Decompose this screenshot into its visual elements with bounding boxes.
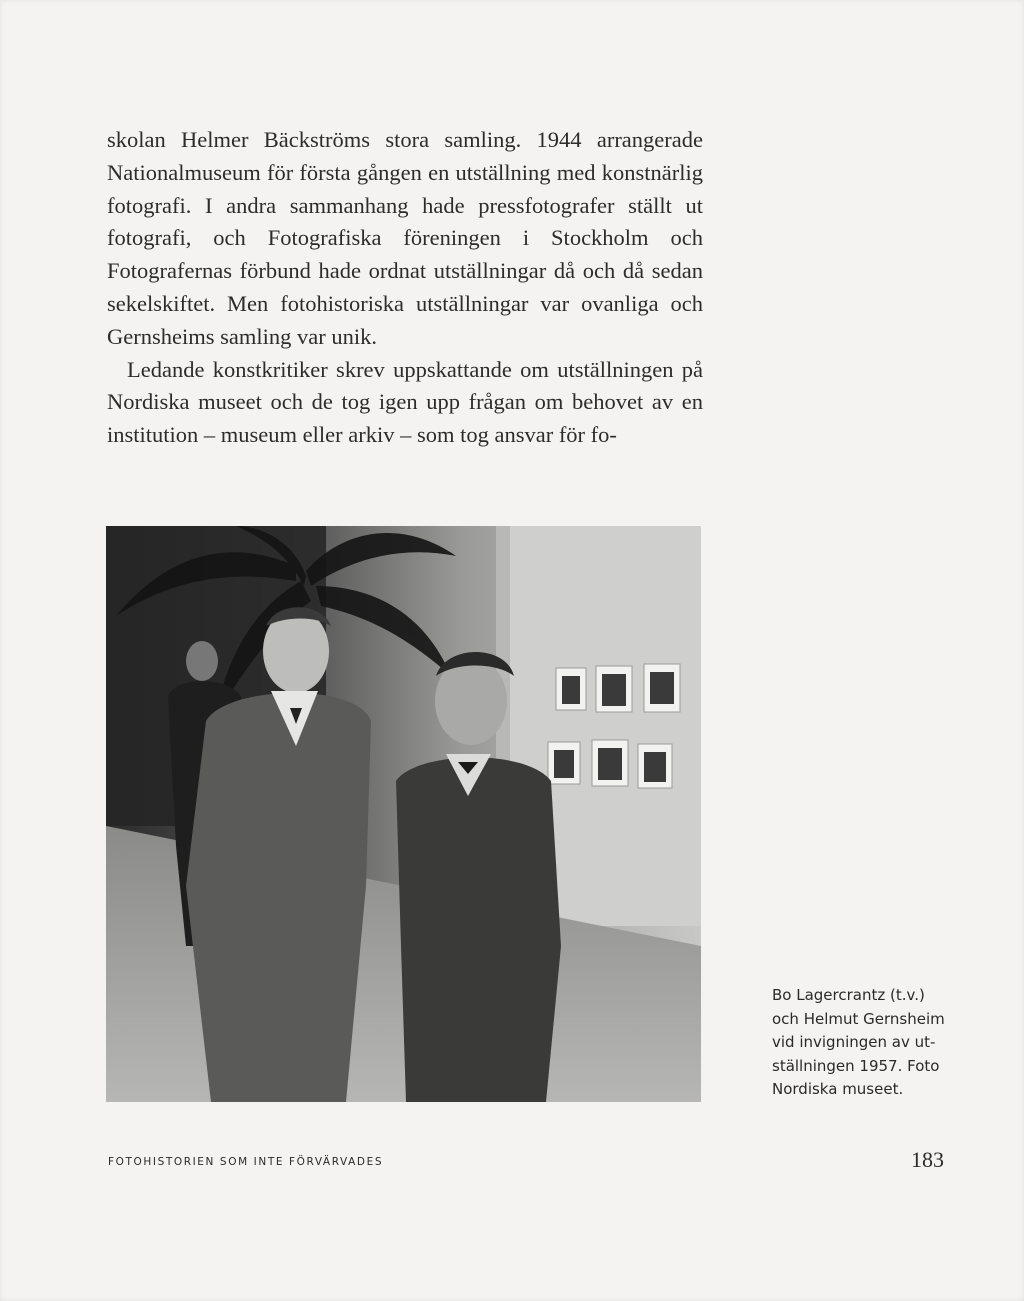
paragraph: skolan Helmer Bäckströms stora samling. 1944 arrangerade Nationalmuseum för första gången en utställning med konstnärlig fotografi. I andra sammanhang hade pressfotografer ställt ut fotografi, och Fotografiska föreningen i Stockholm och Fotografernas förbund hade ordnat utställningar då och då sedan sekelskiftet. Men fotohistoriska utställningar var ovanliga och Gernsheims samling var unik.	[107, 127, 703, 349]
caption-line: vid invigningen av ut-	[772, 1033, 936, 1052]
caption-line: Bo Lagercrantz (t.v.)	[772, 986, 925, 1004]
running-head: FOTOHISTORIEN SOM INTE FÖRVÄRVADES	[108, 1156, 384, 1168]
photo-caption	[772, 984, 962, 1102]
body-text	[107, 124, 703, 452]
paragraph: Ledande konstkritiker skrev uppskattande om utställningen på Nordiska museet och de tog igen upp frågan om behovet av en institution – museum eller arkiv – som tog ansvar för fo-	[107, 356, 703, 448]
caption-line: och Helmut Gernsheim	[772, 1009, 945, 1028]
caption-line: Nordiska museet.	[772, 1080, 904, 1099]
photograph	[106, 526, 701, 1102]
page-number: 183	[911, 1147, 944, 1172]
caption-line: ställningen 1957. Foto	[772, 1056, 940, 1075]
photograph-illustration	[106, 526, 701, 1102]
